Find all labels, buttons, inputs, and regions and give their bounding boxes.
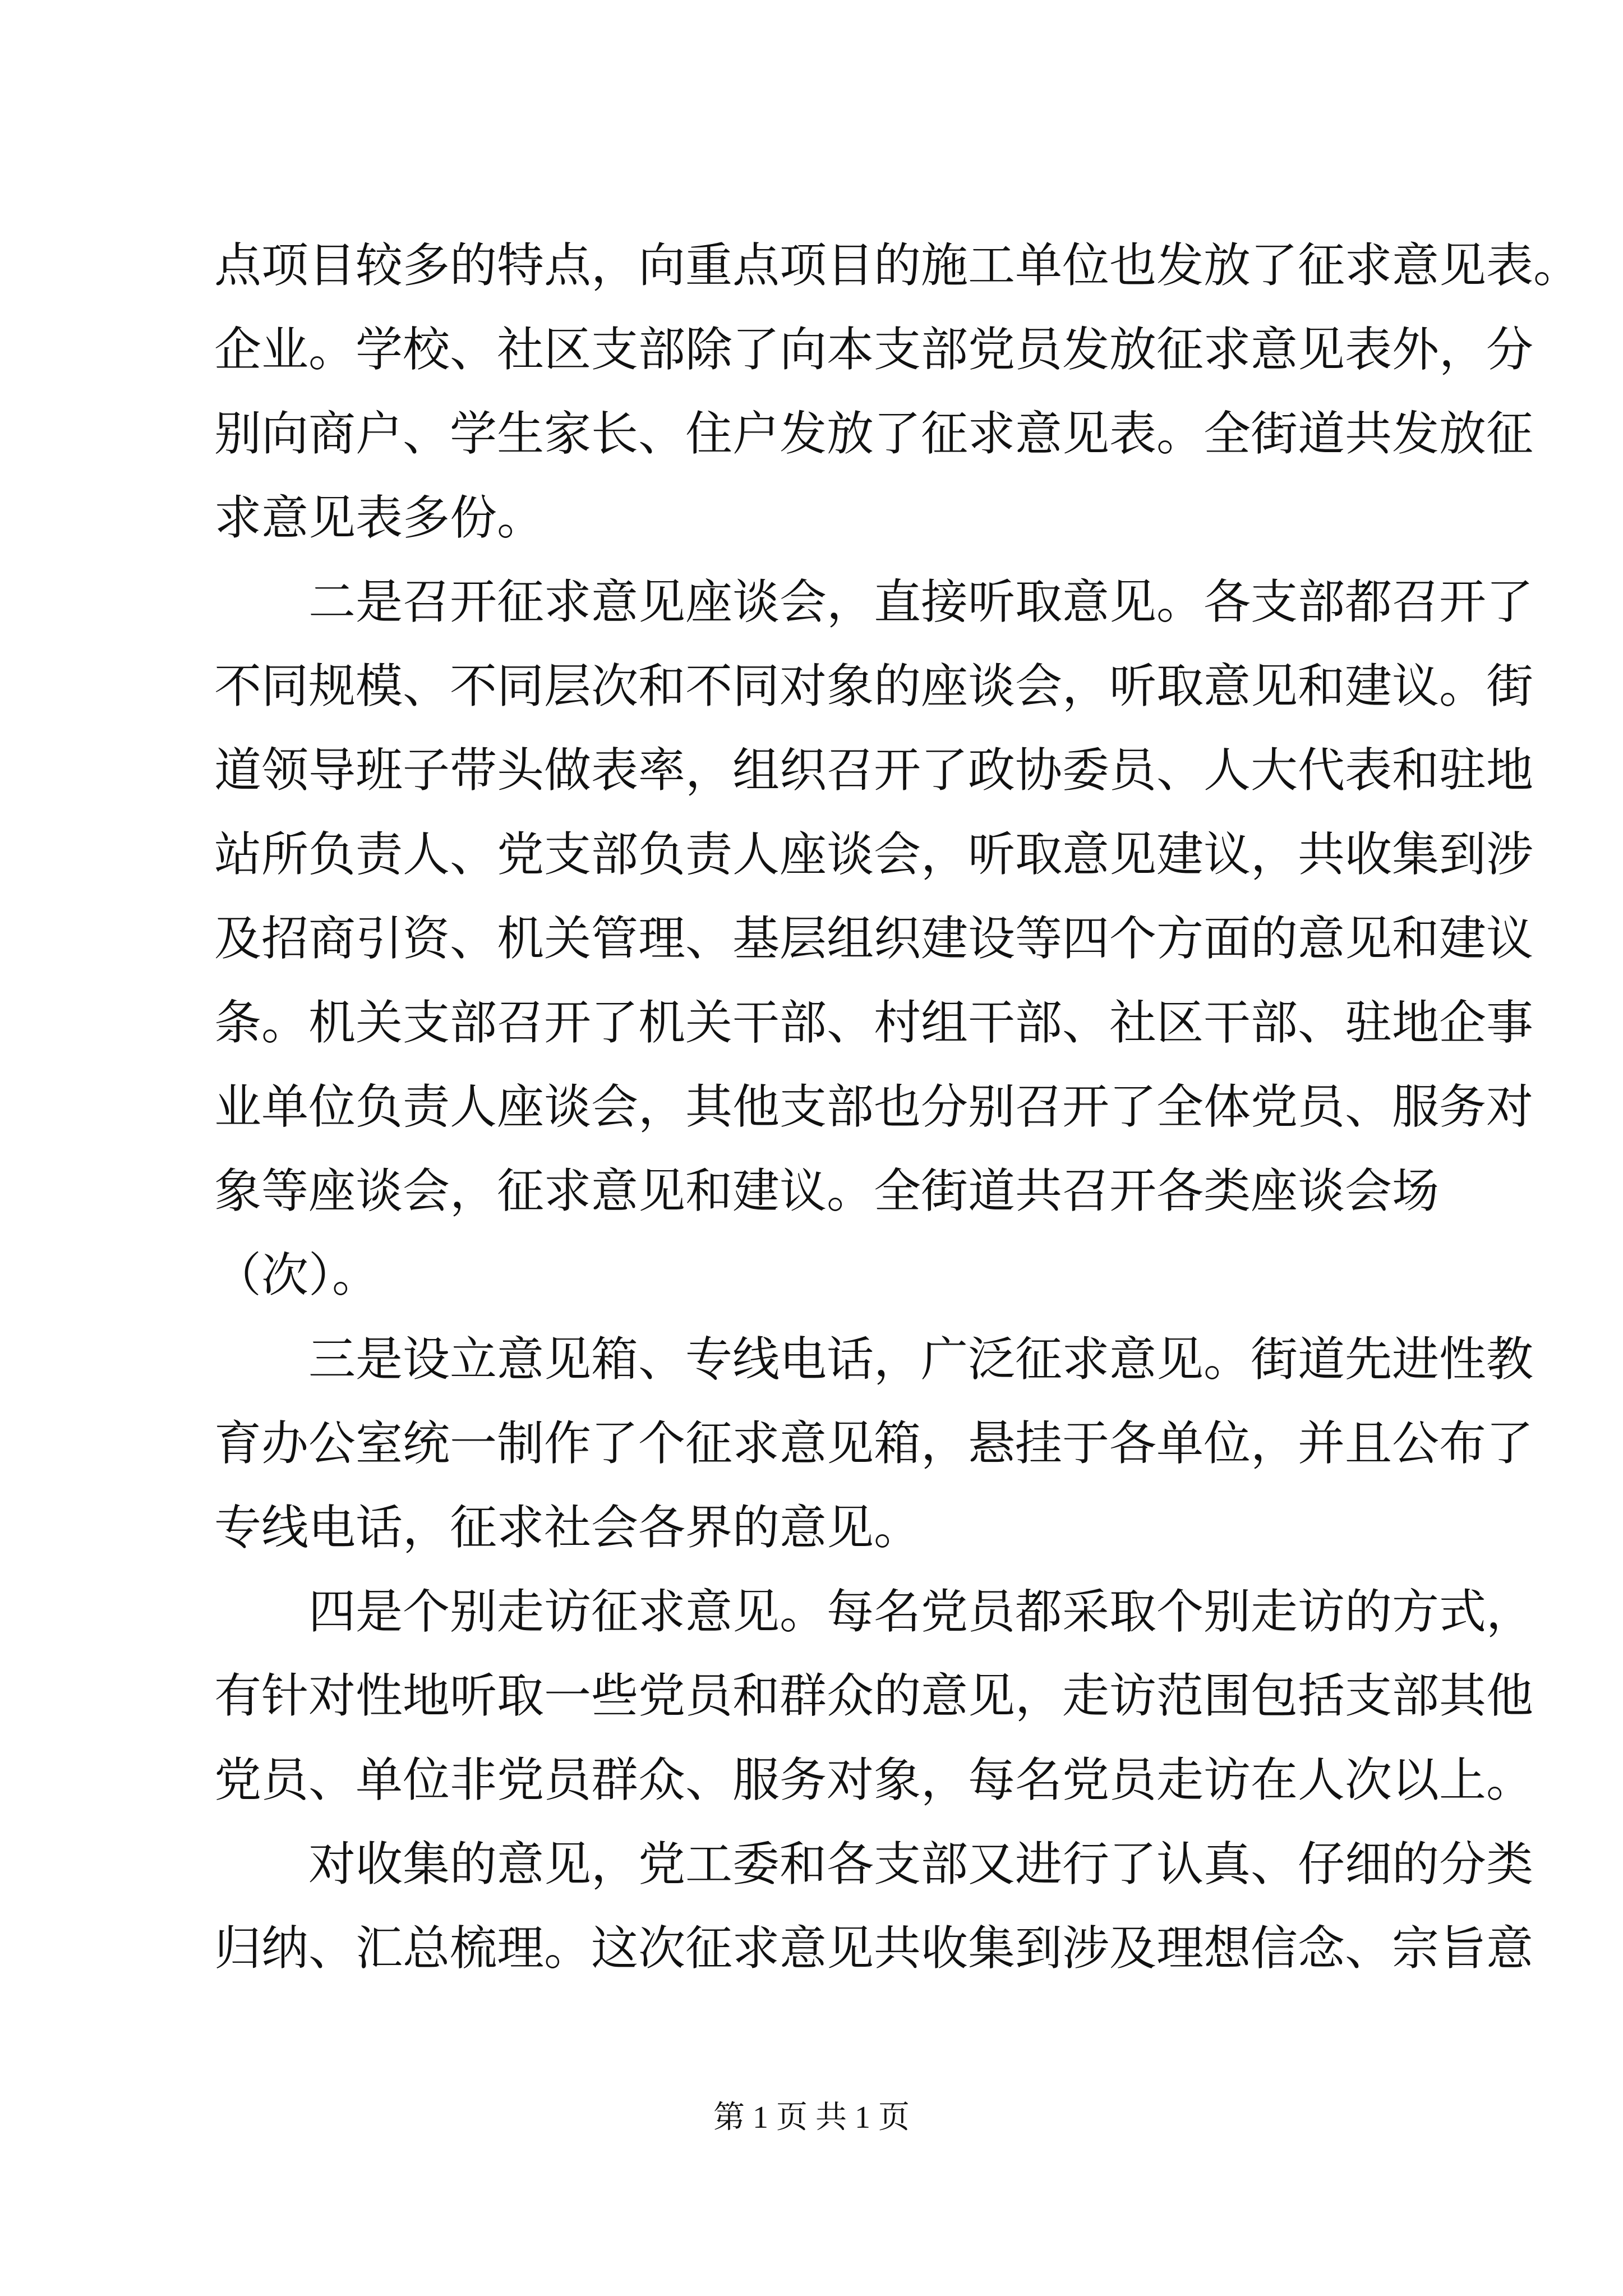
text-line: 及招商引资、机关管理、基层组织建设等四个方面的意见和建议 [214,911,1534,966]
text-line: 业单位负责人座谈会，其他支部也分别召开了全体党员、服务对 [214,1079,1534,1134]
text-line: 点项目较多的特点，向重点项目的施工单位也发放了征求意见表。 [214,238,1581,293]
text-line: 别向商户、学生家长、住户发放了征求意见表。全街道共发放征 [214,406,1534,461]
text-line: 育办公室统一制作了个征求意见箱，悬挂于各单位，并且公布了 [214,1416,1534,1471]
text-line: （次）。 [214,1248,380,1303]
text-line: 不同规模、不同层次和不同对象的座谈会，听取意见和建议。街 [214,659,1534,714]
text-line: 有针对性地听取一些党员和群众的意见，走访范围包括支部其他 [214,1668,1534,1723]
text-line: 三是设立意见箱、专线电话，广泛征求意见。街道先进性教 [214,1332,1534,1387]
text-line: 专线电话，征求社会各界的意见。 [214,1500,921,1555]
text-line: 道领导班子带头做表率，组织召开了政协委员、人大代表和驻地 [214,743,1534,798]
text-line: 二是召开征求意见座谈会，直接听取意见。各支部都召开了 [214,574,1534,629]
text-line: 归纳、汇总梳理。这次征求意见共收集到涉及理想信念、宗旨意 [214,1921,1534,1976]
text-line: 求意见表多份。 [214,490,545,545]
text-line: 站所负责人、党支部负责人座谈会，听取意见建议，共收集到涉 [214,827,1534,882]
text-line: 企业。学校、社区支部除了向本支部党员发放征求意见表外，分 [214,322,1534,377]
text-line: 条。机关支部召开了机关干部、村组干部、社区干部、驻地企事 [214,995,1534,1050]
text-line: 党员、单位非党员群众、服务对象，每名党员走访在人次以上。 [214,1752,1534,1807]
text-line: 对收集的意见，党工委和各支部又进行了认真、仔细的分类 [214,1837,1534,1892]
page-footer: 第 1 页 共 1 页 [713,2100,910,2135]
text-line: 象等座谈会，征求意见和建议。全街道共召开各类座谈会场 [214,1163,1440,1218]
text-line: 四是个别走访征求意见。每名党员都采取个别走访的方式， [214,1584,1534,1639]
